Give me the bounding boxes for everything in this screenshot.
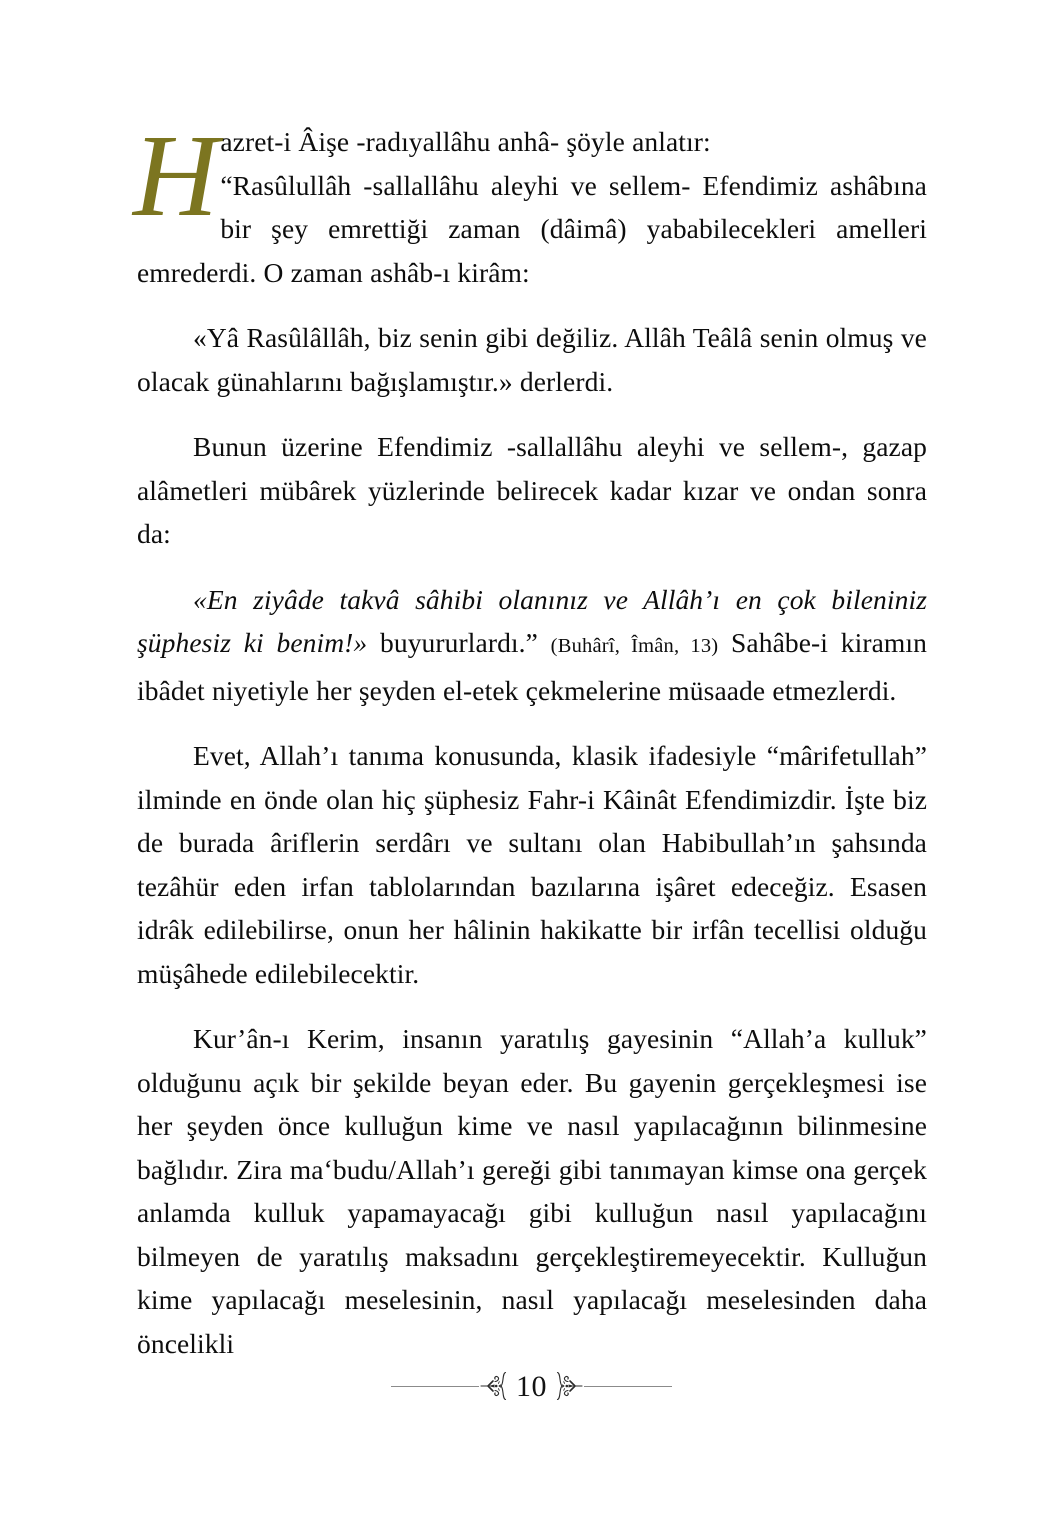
paragraph-hadith-quote <box>137 578 927 713</box>
page-number: 10 <box>516 1370 547 1403</box>
paragraph-prophet-reaction: Bunun üzerine Efendimiz -sallallâhu aleyhi ve sellem-, gazap alâmetleri mübârek yüzlerinde belirecek kadar kızar ve ondan sonra da: <box>137 431 927 549</box>
drop-cap-letter: H <box>133 110 219 241</box>
paragraph-marifetullah: Evet, Allah’ı tanıma konusunda, klasik ifadesiyle “mârifetullah” ilminde en önde olan hiç şüphesiz Fahr-i Kâinât Efendimizdir. İşte biz de burada âriflerin serdârı ve sultanı olan Habibullah’ın şahsında tezâhür eden irfan tablolarından bazılarına işâret edeceğiz. Esasen idrâk edilebilirse, onun her hâlinin hakikatte bir irfân tecellisi olduğu müşâhede edilebilecektir. <box>137 740 927 989</box>
footer-rule-right <box>584 1386 672 1387</box>
hadith-citation: (Buhârî, Îmân, 13) <box>550 635 719 657</box>
fleuron-left-icon <box>479 1369 513 1403</box>
footer-rule-left <box>391 1386 479 1387</box>
paragraph-opening <box>133 110 927 294</box>
opening-body: “Rasûlullâh -sallallâhu aleyhi ve sellem- Efendimiz ashâbına bir şey emrettiği zaman (dâimâ) yababilecekleri amelleri emrederdi. O zaman ashâb-ı kirâm: <box>137 169 927 288</box>
fleuron-right-icon <box>550 1369 584 1403</box>
text-column <box>133 110 927 1365</box>
hadith-quote-tail: Sahâbe-i kiramın ibâdet niyetiyle her şeyden el-etek çekmelerine müsaade etmezlerdi. <box>137 627 927 706</box>
hadith-quote-italic: «En ziyâde takvâ sâhibi olanınız ve Allâh’ı en çok bileniniz şüphesiz ki benim!» <box>137 583 927 658</box>
hadith-quote-attribution: buyururlardı.” <box>367 627 551 658</box>
opening-first-line: azret-i Âişe -radıyallâhu anhâ- şöyle anlatır: <box>220 126 711 157</box>
page-footer <box>0 1356 1063 1416</box>
paragraph-kuran-kerim: Kur’ân-ı Kerim, insanın yaratılış gayesinin “Allah’a kulluk” olduğunu açık bir şekilde beyan eder. Bu gayenin gerçekleşmesi ise her şeyden önce kulluğun kime ve nasıl yapılacağının bilinmesine bağlıdır. Zira ma‘budu/Allah’ı gereği gibi tanımayan kimse ona gerçek anlamda kulluk yapamayacağı gibi kulluğun nasıl yapılacağını bilmeyen de yaratılış maksadını gerçekleştiremeyecektir. Kulluğun kime yapılacağı meselesinin, nasıl yapılacağı meselesinden daha öncelikli <box>137 1023 927 1359</box>
paragraph-sahaba-reply: «Yâ Rasûlâllâh, biz senin gibi değiliz. Allâh Teâlâ senin olmuş ve olacak günahlarını bağışlamıştır.» derlerdi. <box>137 322 927 397</box>
